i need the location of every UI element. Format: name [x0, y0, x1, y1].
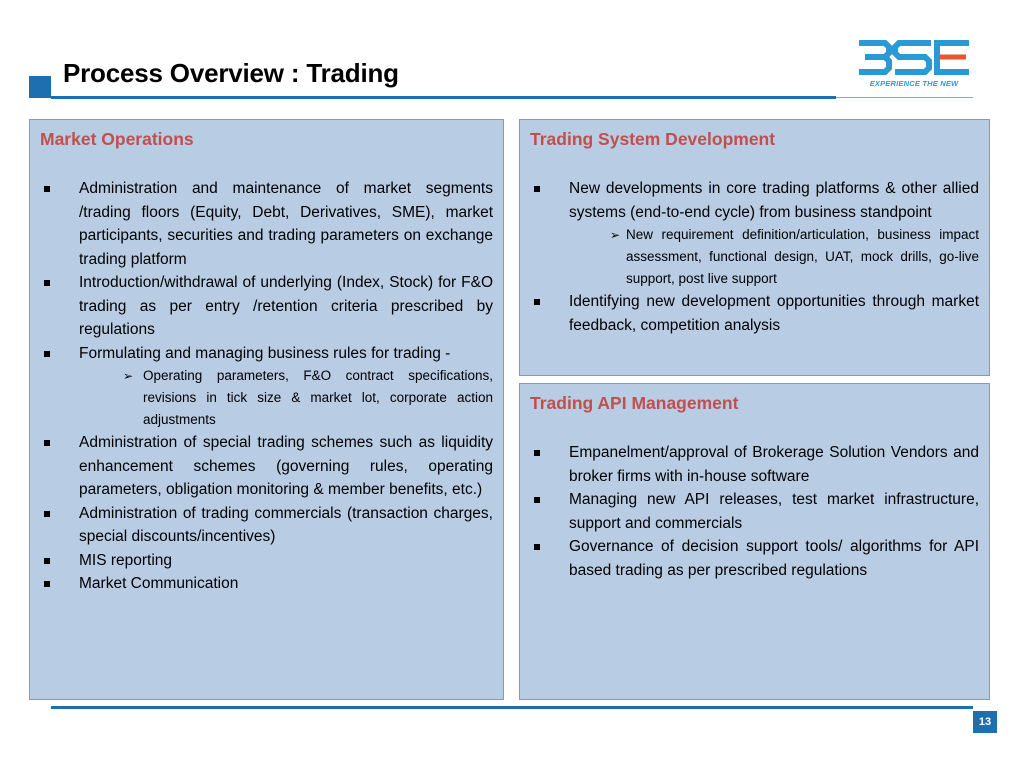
title-underline [51, 96, 836, 99]
square-bullet-icon [534, 544, 540, 550]
list-item: Administration and maintenance of market segments /trading floors (Equity, Debt, Derivatives, SME), market participants, securities and trading parameters on exchange trading platform [40, 177, 493, 271]
title-underline-extension [836, 97, 973, 98]
arrow-bullet-icon: ➢ [610, 228, 621, 242]
list-item: Administration of special trading schemes such as liquidity enhancement schemes (governing rules, operating parameters, obligation monitoring & member benefits, etc.) [40, 431, 493, 502]
square-bullet-icon [44, 558, 50, 564]
bse-logo [855, 38, 973, 90]
square-bullet-icon [534, 450, 540, 456]
list-item: New developments in core trading platforms & other allied systems (end-to-end cycle) from business standpoint ➢ New requirement definition/articulation, business impact assessment, functional design, UAT, mock drills, go-live support, post live support [530, 177, 979, 290]
footer-line [51, 706, 973, 709]
square-bullet-icon [44, 581, 50, 587]
square-bullet-icon [44, 280, 50, 286]
square-bullet-icon [44, 511, 50, 517]
bullet-list [40, 177, 493, 596]
panel-heading: Trading API Management [530, 393, 739, 413]
bullet-list [530, 177, 979, 337]
sub-list [569, 224, 979, 290]
bullet-list [530, 441, 979, 582]
arrow-bullet-icon: ➢ [123, 369, 134, 383]
panel-market-operations [29, 119, 504, 700]
title-marker-square [29, 76, 51, 98]
sub-list-item: ➢ Operating parameters, F&O contract specifications, revisions in tick size & market lot, corporate action adjustments [79, 365, 493, 431]
list-item: Introduction/withdrawal of underlying (Index, Stock) for F&O trading as per entry /retention criteria prescribed by regulations [40, 271, 493, 342]
panel-heading: Market Operations [40, 129, 194, 149]
list-item: Managing new API releases, test market infrastructure, support and commercials [530, 488, 979, 535]
panel-heading: Trading System Development [530, 129, 776, 149]
list-item: Identifying new development opportunities through market feedback, competition analysis [530, 290, 979, 337]
square-bullet-icon [534, 186, 540, 192]
slide-title: Process Overview : Trading [63, 58, 399, 88]
list-item: Governance of decision support tools/ algorithms for API based trading as per prescribed regulations [530, 535, 979, 582]
list-item: Empanelment/approval of Brokerage Solution Vendors and broker firms with in-house software [530, 441, 979, 488]
square-bullet-icon [534, 299, 540, 305]
sub-list-item: ➢ New requirement definition/articulation, business impact assessment, functional design, UAT, mock drills, go-live support, post live support [569, 224, 979, 290]
panel-trading-system-development [519, 119, 990, 376]
sub-list [79, 365, 493, 431]
square-bullet-icon [44, 186, 50, 192]
square-bullet-icon [534, 497, 540, 503]
panel-trading-api-management [519, 383, 990, 700]
list-item: Formulating and managing business rules for trading - ➢ Operating parameters, F&O contract specifications, revisions in tick size & market lot, corporate action adjustments [40, 342, 493, 432]
list-item: MIS reporting [40, 549, 493, 573]
square-bullet-icon [44, 351, 50, 357]
bse-logo-mark [855, 38, 973, 78]
logo-tagline: EXPERIENCE THE NEW [869, 79, 959, 88]
list-item: Market Communication [40, 572, 493, 596]
square-bullet-icon [44, 440, 50, 446]
list-item: Administration of trading commercials (transaction charges, special discounts/incentives) [40, 502, 493, 549]
page-number-badge: 13 [973, 711, 997, 733]
